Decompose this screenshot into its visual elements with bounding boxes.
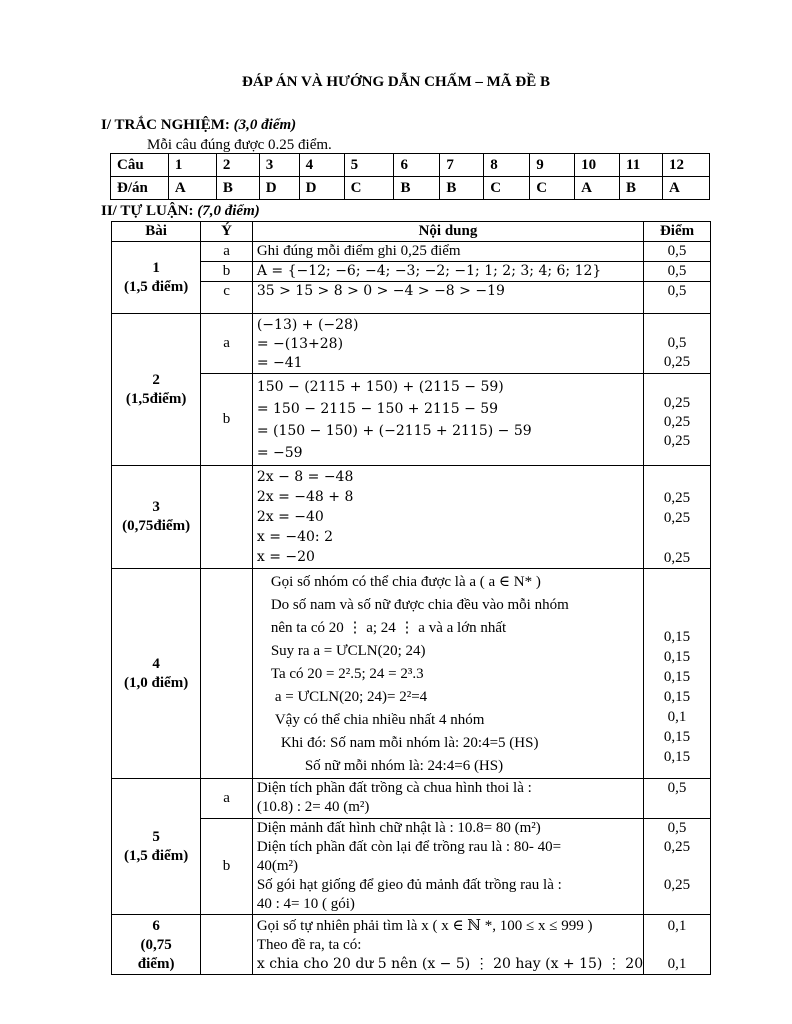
content-line: 2x = −48 + 8 bbox=[256, 489, 354, 505]
answer-value: C bbox=[484, 177, 530, 200]
header-diem: Điểm bbox=[644, 222, 711, 242]
problem-2-cell bbox=[112, 314, 201, 466]
question-number: 12 bbox=[662, 154, 709, 177]
problem-number: 4 bbox=[152, 655, 160, 672]
content-line: Số nữ mỗi nhóm là: 24:4=6 (HS) bbox=[304, 758, 504, 774]
content-cell: Ghi đúng mỗi điểm ghi 0,25 điểm bbox=[252, 242, 643, 262]
score-value: 0,1 bbox=[667, 918, 687, 934]
content-line: x = −40: 2 bbox=[256, 529, 333, 545]
table-row bbox=[112, 282, 711, 314]
problem-number: 3 bbox=[152, 499, 160, 515]
problem-points: điểm) bbox=[137, 956, 175, 972]
score-cell: 0,5 bbox=[644, 779, 711, 819]
content-line: (−13) + (−28) bbox=[256, 317, 359, 333]
table-row bbox=[112, 779, 711, 819]
part-label: a bbox=[201, 242, 253, 262]
score-value: 0,25 bbox=[663, 414, 691, 430]
content-cell bbox=[252, 779, 643, 819]
score-value: 0,15 bbox=[663, 689, 691, 705]
answer-label: Đ/án bbox=[111, 177, 169, 200]
header-y: Ý bbox=[201, 222, 253, 242]
content-cell bbox=[252, 374, 643, 466]
problem-points: (1,5điểm) bbox=[125, 390, 187, 407]
content-line: Khi đó: Số nam mỗi nhóm là: 20:4=5 (HS) bbox=[280, 735, 539, 751]
score-value: 0,1 bbox=[667, 956, 687, 972]
content-line: 2x − 8 = −48 bbox=[256, 469, 354, 485]
content-line: x chia cho 20 dư 5 nên (x − 5) ⋮ 20 hay (x + 15) ⋮ 20 bbox=[256, 956, 644, 972]
score-value: 0,25 bbox=[663, 433, 691, 449]
content-line: 40(m²) bbox=[256, 858, 298, 874]
essay-scoring-table bbox=[111, 221, 711, 975]
content-cell bbox=[252, 314, 643, 374]
answer-value: B bbox=[620, 177, 663, 200]
table-row bbox=[112, 374, 711, 466]
problem-1-cell bbox=[112, 242, 201, 314]
part-label-empty bbox=[201, 915, 253, 975]
question-number: 1 bbox=[168, 154, 216, 177]
score-value: 0,25 bbox=[663, 550, 691, 566]
problem-6-cell bbox=[112, 915, 201, 975]
answer-value: A bbox=[575, 177, 620, 200]
content-line: 40 : 4= 10 ( gói) bbox=[256, 896, 355, 912]
question-number: 11 bbox=[620, 154, 663, 177]
content-line: Diện mảnh đất hình chữ nhật là : 10.8= 80 (m²) bbox=[256, 820, 541, 836]
question-number: 8 bbox=[484, 154, 530, 177]
section-score: (7,0 điểm) bbox=[197, 203, 260, 219]
score-value: 0,25 bbox=[663, 395, 691, 411]
content-line: = (150 − 150) + (−2115 + 2115) − 59 bbox=[256, 423, 532, 439]
content-line: Diện tích phần đất còn lại để trồng rau là : 80- 40= bbox=[256, 839, 562, 855]
score-cell: 0,5 bbox=[644, 262, 711, 282]
score-value: 0,25 bbox=[663, 354, 691, 370]
problem-points: (1,5 điểm) bbox=[124, 278, 189, 295]
content-line: Ta có 20 = 2².5; 24 = 2³.3 bbox=[270, 666, 424, 682]
section-essay-heading bbox=[101, 203, 260, 220]
content-cell: A = {−12; −6; −4; −3; −2; −1; 1; 2; 3; 4; 6; 12} bbox=[252, 262, 643, 282]
part-label: b bbox=[201, 374, 253, 466]
score-value: 0,5 bbox=[667, 335, 687, 351]
answer-value: B bbox=[216, 177, 259, 200]
content-line: 2x = −40 bbox=[256, 509, 324, 525]
content-line: 150 − (2115 + 150) + (2115 − 59) bbox=[256, 379, 504, 395]
section-multiple-choice-heading bbox=[101, 117, 296, 134]
scoring-note: Mỗi câu đúng được 0.25 điểm. bbox=[147, 137, 332, 153]
question-number: 10 bbox=[575, 154, 620, 177]
answer-row bbox=[111, 177, 710, 200]
score-value: 0,5 bbox=[667, 820, 687, 836]
section-heading-text: I/ TRẮC NGHIỆM: bbox=[101, 117, 230, 133]
content-line: x = −20 bbox=[256, 549, 315, 565]
question-number: 4 bbox=[299, 154, 344, 177]
part-label: a bbox=[201, 779, 253, 819]
answer-value: D bbox=[299, 177, 344, 200]
question-row bbox=[111, 154, 710, 177]
score-cell bbox=[644, 314, 711, 374]
answer-value: A bbox=[662, 177, 709, 200]
score-value: 0,25 bbox=[663, 510, 691, 526]
content-line: (10.8) : 2= 40 (m²) bbox=[256, 799, 370, 815]
part-label: a bbox=[201, 314, 253, 374]
question-number: 9 bbox=[530, 154, 575, 177]
content-line: a = ƯCLN(20; 24)= 2²=4 bbox=[274, 689, 428, 705]
answer-value: B bbox=[440, 177, 484, 200]
score-value: 0,15 bbox=[663, 729, 691, 745]
content-line: Suy ra a = ƯCLN(20; 24) bbox=[270, 643, 426, 659]
table-header-row bbox=[112, 222, 711, 242]
table-row bbox=[112, 242, 711, 262]
part-label-empty bbox=[201, 569, 253, 779]
score-cell bbox=[644, 466, 711, 569]
answer-value: B bbox=[394, 177, 440, 200]
content-cell bbox=[252, 915, 643, 975]
score-value: 0,15 bbox=[663, 629, 691, 645]
table-row bbox=[112, 314, 711, 374]
header-noi-dung: Nội dung bbox=[252, 222, 643, 242]
score-value: 0,15 bbox=[663, 649, 691, 665]
score-cell bbox=[644, 819, 711, 915]
content-line: Diện tích phần đất trồng cà chua hình thoi là : bbox=[256, 780, 532, 796]
question-number: 3 bbox=[259, 154, 299, 177]
score-cell: 0,5 bbox=[644, 242, 711, 262]
score-cell: 0,5 bbox=[644, 282, 711, 314]
content-line: Theo đề ra, ta có: bbox=[256, 937, 362, 953]
part-label-empty bbox=[201, 466, 253, 569]
table-row bbox=[112, 466, 711, 569]
content-cell bbox=[252, 466, 643, 569]
multiple-choice-answer-table bbox=[110, 153, 710, 200]
answer-value: D bbox=[259, 177, 299, 200]
question-number: 2 bbox=[216, 154, 259, 177]
answer-value: C bbox=[344, 177, 394, 200]
question-label: Câu bbox=[111, 154, 169, 177]
problem-5-cell bbox=[112, 779, 201, 915]
content-line: = −59 bbox=[256, 445, 303, 461]
content-line: Do số nam và số nữ được chia đều vào mỗi nhóm bbox=[270, 597, 569, 613]
score-value: 0,15 bbox=[663, 669, 691, 685]
score-value: 0,15 bbox=[663, 749, 691, 765]
score-value: 0,25 bbox=[663, 877, 691, 893]
table-row bbox=[112, 915, 711, 975]
header-bai: Bài bbox=[112, 222, 201, 242]
score-value: 0,25 bbox=[663, 839, 691, 855]
part-label: c bbox=[201, 282, 253, 314]
problem-points: (1,5 điểm) bbox=[124, 847, 189, 864]
score-value: 0,25 bbox=[663, 490, 691, 506]
content-cell: 35 > 15 > 8 > 0 > −4 > −8 > −19 bbox=[252, 282, 643, 314]
answer-value: A bbox=[168, 177, 216, 200]
problem-points: (0,75điểm) bbox=[122, 518, 191, 534]
score-cell bbox=[644, 374, 711, 466]
content-line: Gọi số tự nhiên phải tìm là x ( x ∈ ℕ *, 100 ≤ x ≤ 999 ) bbox=[256, 918, 593, 934]
table-row bbox=[112, 819, 711, 915]
problem-points: (1,0 điểm) bbox=[124, 674, 189, 691]
content-line: = −(13+28) bbox=[256, 336, 344, 352]
part-label: b bbox=[201, 819, 253, 915]
problem-number: 1 bbox=[152, 259, 160, 276]
section-score: (3,0 điểm) bbox=[233, 117, 297, 133]
table-row bbox=[112, 262, 711, 282]
part-label: b bbox=[201, 262, 253, 282]
content-line: = −41 bbox=[256, 355, 303, 371]
content-cell bbox=[252, 819, 643, 915]
content-line: nên ta có 20 ⋮ a; 24 ⋮ a và a lớn nhất bbox=[270, 620, 507, 636]
content-line: Vậy có thể chia nhiều nhất 4 nhóm bbox=[274, 712, 485, 728]
problem-4-cell bbox=[112, 569, 201, 779]
content-cell bbox=[252, 569, 643, 779]
problem-number: 6 bbox=[152, 918, 160, 934]
page-title: ĐÁP ÁN VÀ HƯỚNG DẪN CHẤM – MÃ ĐỀ B bbox=[242, 74, 550, 90]
content-line: Số gói hạt giống để gieo đủ mảnh đất trồng rau là : bbox=[256, 877, 562, 893]
section-heading-text: II/ TỰ LUẬN: bbox=[101, 203, 194, 219]
table-row bbox=[112, 569, 711, 779]
question-number: 5 bbox=[344, 154, 394, 177]
score-value: 0,1 bbox=[667, 709, 687, 725]
content-line: = 150 − 2115 − 150 + 2115 − 59 bbox=[256, 401, 499, 417]
question-number: 6 bbox=[394, 154, 440, 177]
score-cell bbox=[644, 569, 711, 779]
problem-3-cell bbox=[112, 466, 201, 569]
score-cell bbox=[644, 915, 711, 975]
answer-value: C bbox=[530, 177, 575, 200]
problem-number: 2 bbox=[152, 371, 160, 388]
question-number: 7 bbox=[440, 154, 484, 177]
content-line: Gọi số nhóm có thể chia được là a ( a ∈ N* ) bbox=[270, 574, 541, 590]
problem-points: (0,75 bbox=[140, 937, 172, 953]
problem-number: 5 bbox=[152, 828, 160, 845]
